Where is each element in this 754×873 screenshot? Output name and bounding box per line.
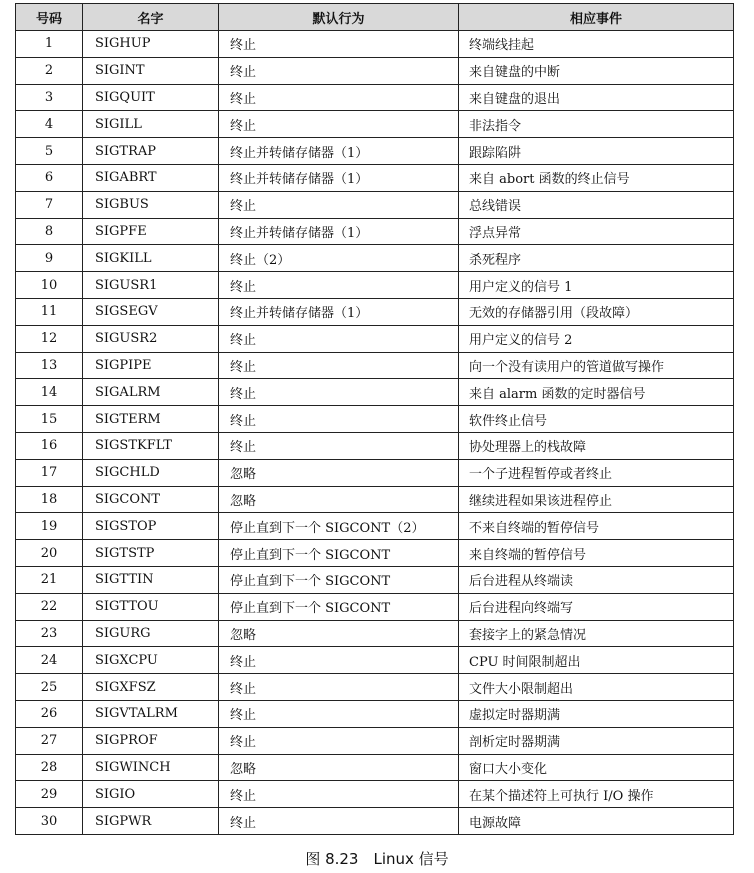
table-row (16, 352, 734, 379)
default-action: 终止 (219, 781, 459, 808)
table-row (16, 620, 734, 647)
signal-event: 套接字上的紧急情况 (459, 620, 734, 647)
signal-number: 6 (16, 164, 83, 191)
signal-event: 来自终端的暂停信号 (459, 540, 734, 567)
default-action: 终止 (219, 57, 459, 84)
signal-name: SIGABRT (83, 164, 219, 191)
signal-event: 用户定义的信号 1 (459, 272, 734, 299)
signal-number: 25 (16, 674, 83, 701)
signal-name: SIGPROF (83, 727, 219, 754)
signal-event: 来自 abort 函数的终止信号 (459, 164, 734, 191)
table-row (16, 540, 734, 567)
default-action: 终止并转储存储器（1） (219, 138, 459, 165)
signal-event: 电源故障 (459, 808, 734, 835)
table-row (16, 31, 734, 58)
signal-name: SIGTRAP (83, 138, 219, 165)
signal-name: SIGHUP (83, 31, 219, 58)
signal-name: SIGPFE (83, 218, 219, 245)
signal-number: 30 (16, 808, 83, 835)
signal-number: 7 (16, 191, 83, 218)
default-action: 终止 (219, 325, 459, 352)
table-row (16, 486, 734, 513)
signal-event: 协处理器上的栈故障 (459, 432, 734, 459)
table-row (16, 191, 734, 218)
signal-number: 1 (16, 31, 83, 58)
table-row (16, 727, 734, 754)
signal-event: 非法指令 (459, 111, 734, 138)
signal-event: 用户定义的信号 2 (459, 325, 734, 352)
signal-event: 后台进程从终端读 (459, 566, 734, 593)
signal-number: 11 (16, 298, 83, 325)
signal-number: 19 (16, 513, 83, 540)
signal-name: SIGTSTP (83, 540, 219, 567)
signal-name: SIGCONT (83, 486, 219, 513)
default-action: 终止 (219, 31, 459, 58)
table-header (16, 4, 734, 31)
signal-name: SIGKILL (83, 245, 219, 272)
table-row (16, 298, 734, 325)
figure-caption: 图 8.23 Linux 信号 (305, 850, 449, 868)
signal-event: 来自 alarm 函数的定时器信号 (459, 379, 734, 406)
default-action: 终止并转储存储器（1） (219, 164, 459, 191)
signal-name: SIGSEGV (83, 298, 219, 325)
signal-number: 13 (16, 352, 83, 379)
signal-event: 总线错误 (459, 191, 734, 218)
signal-event: 来自键盘的中断 (459, 57, 734, 84)
table-row (16, 84, 734, 111)
signal-number: 21 (16, 566, 83, 593)
default-action: 忽略 (219, 754, 459, 781)
table-row (16, 459, 734, 486)
signal-event: 终端线挂起 (459, 31, 734, 58)
signal-number: 8 (16, 218, 83, 245)
signal-name: SIGSTOP (83, 513, 219, 540)
default-action: 终止 (219, 84, 459, 111)
signal-number: 24 (16, 647, 83, 674)
table-row (16, 700, 734, 727)
signal-number: 26 (16, 700, 83, 727)
signal-name: SIGTTOU (83, 593, 219, 620)
signal-name: SIGUSR2 (83, 325, 219, 352)
signal-number: 18 (16, 486, 83, 513)
table-row (16, 379, 734, 406)
default-action: 忽略 (219, 459, 459, 486)
signal-name: SIGPWR (83, 808, 219, 835)
signal-number: 16 (16, 432, 83, 459)
default-action: 终止 (219, 111, 459, 138)
header-action: 默认行为 (219, 4, 459, 31)
signal-number: 27 (16, 727, 83, 754)
default-action: 忽略 (219, 620, 459, 647)
signal-number: 5 (16, 138, 83, 165)
signal-number: 28 (16, 754, 83, 781)
signal-name: SIGXCPU (83, 647, 219, 674)
signal-name: SIGSTKFLT (83, 432, 219, 459)
signal-name: SIGIO (83, 781, 219, 808)
signal-event: 继续进程如果该进程停止 (459, 486, 734, 513)
table-row (16, 138, 734, 165)
table-row (16, 218, 734, 245)
signal-event: 后台进程向终端写 (459, 593, 734, 620)
signal-event: 杀死程序 (459, 245, 734, 272)
signal-name: SIGCHLD (83, 459, 219, 486)
table-row (16, 272, 734, 299)
default-action: 终止 (219, 808, 459, 835)
signal-name: SIGUSR1 (83, 272, 219, 299)
signal-number: 4 (16, 111, 83, 138)
table-row (16, 245, 734, 272)
signal-name: SIGALRM (83, 379, 219, 406)
signal-event: 来自键盘的退出 (459, 84, 734, 111)
default-action: 终止 (219, 727, 459, 754)
table-row (16, 164, 734, 191)
signal-number: 20 (16, 540, 83, 567)
signal-event: 窗口大小变化 (459, 754, 734, 781)
table-row (16, 593, 734, 620)
table-row (16, 57, 734, 84)
table-row (16, 566, 734, 593)
default-action: 终止 (219, 674, 459, 701)
default-action: 终止 (219, 191, 459, 218)
signal-number: 2 (16, 57, 83, 84)
default-action: 终止 (219, 647, 459, 674)
signal-number: 22 (16, 593, 83, 620)
signal-name: SIGQUIT (83, 84, 219, 111)
default-action: 终止 (219, 379, 459, 406)
table-row (16, 111, 734, 138)
signal-name: SIGVTALRM (83, 700, 219, 727)
table-row (16, 325, 734, 352)
default-action: 终止 (219, 272, 459, 299)
signal-event: 无效的存储器引用（段故障） (459, 298, 734, 325)
table-row (16, 808, 734, 835)
default-action: 终止 (219, 432, 459, 459)
signal-name: SIGBUS (83, 191, 219, 218)
header-num: 号码 (16, 4, 83, 31)
signal-event: CPU 时间限制超出 (459, 647, 734, 674)
signal-event: 跟踪陷阱 (459, 138, 734, 165)
default-action: 停止直到下一个 SIGCONT (219, 593, 459, 620)
signal-number: 12 (16, 325, 83, 352)
default-action: 停止直到下一个 SIGCONT (219, 540, 459, 567)
signal-event: 一个子进程暂停或者终止 (459, 459, 734, 486)
header-row (16, 4, 734, 31)
default-action: 终止 (219, 700, 459, 727)
table-row (16, 647, 734, 674)
signal-event: 向一个没有读用户的管道做写操作 (459, 352, 734, 379)
table-row (16, 674, 734, 701)
signal-event: 软件终止信号 (459, 406, 734, 433)
default-action: 终止（2） (219, 245, 459, 272)
signal-name: SIGILL (83, 111, 219, 138)
table-row (16, 432, 734, 459)
signal-name: SIGURG (83, 620, 219, 647)
signal-name: SIGTERM (83, 406, 219, 433)
default-action: 终止并转储存储器（1） (219, 218, 459, 245)
signal-number: 29 (16, 781, 83, 808)
default-action: 停止直到下一个 SIGCONT（2） (219, 513, 459, 540)
signal-event: 剖析定时器期满 (459, 727, 734, 754)
signal-number: 17 (16, 459, 83, 486)
header-event: 相应事件 (459, 4, 734, 31)
signal-number: 3 (16, 84, 83, 111)
signal-event: 虚拟定时器期满 (459, 700, 734, 727)
table-row (16, 781, 734, 808)
default-action: 忽略 (219, 486, 459, 513)
signal-number: 10 (16, 272, 83, 299)
signal-number: 14 (16, 379, 83, 406)
signal-number: 9 (16, 245, 83, 272)
table-row (16, 406, 734, 433)
signal-event: 浮点异常 (459, 218, 734, 245)
signal-table (15, 3, 734, 835)
signal-event: 文件大小限制超出 (459, 674, 734, 701)
signal-event: 不来自终端的暂停信号 (459, 513, 734, 540)
header-name: 名字 (83, 4, 219, 31)
default-action: 停止直到下一个 SIGCONT (219, 566, 459, 593)
default-action: 终止 (219, 406, 459, 433)
default-action: 终止 (219, 352, 459, 379)
signal-name: SIGXFSZ (83, 674, 219, 701)
table-row (16, 754, 734, 781)
signal-name: SIGWINCH (83, 754, 219, 781)
signal-number: 23 (16, 620, 83, 647)
signal-number: 15 (16, 406, 83, 433)
signal-name: SIGINT (83, 57, 219, 84)
default-action: 终止并转储存储器（1） (219, 298, 459, 325)
table-body (16, 31, 734, 835)
signal-event: 在某个描述符上可执行 I/O 操作 (459, 781, 734, 808)
signal-name: SIGTTIN (83, 566, 219, 593)
table-row (16, 513, 734, 540)
signal-name: SIGPIPE (83, 352, 219, 379)
